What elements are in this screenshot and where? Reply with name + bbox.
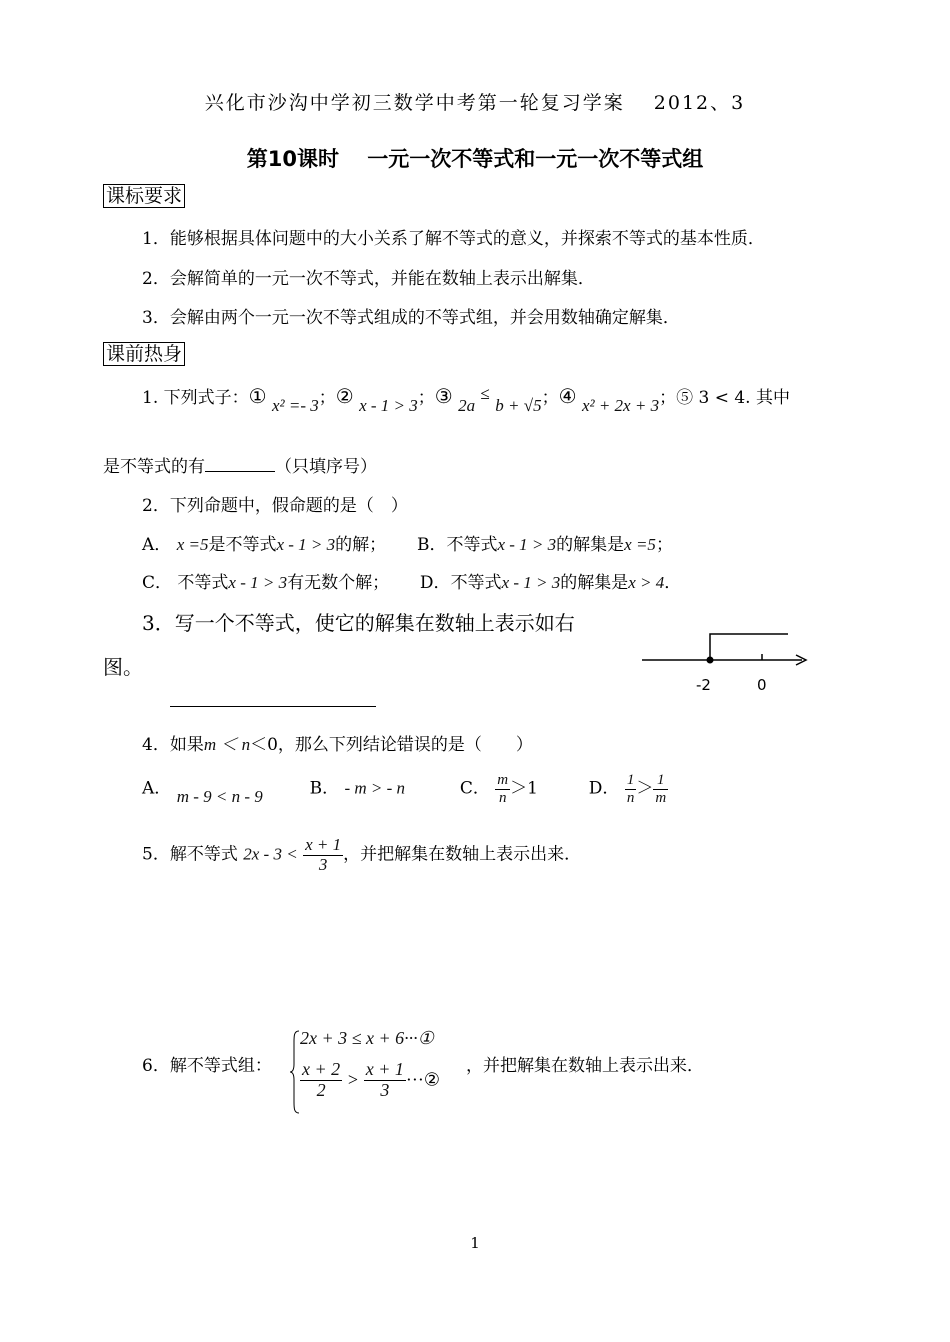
q4-option-c-label: C． [459, 778, 490, 799]
q6-fraction-2: $\frac{x + 1}{3}$ [365, 1059, 404, 1100]
q2-option-b-text2: 的解集是 [556, 535, 625, 555]
q6-inequality-2 [300, 1060, 440, 1101]
section-label-warmup: 课前热身 [103, 342, 185, 366]
section-label-curriculum: 课标要求 [103, 184, 185, 208]
q1-choice-4: ④ [558, 384, 577, 408]
q4-option-d-fraction-1: $\frac{1}{n}$ [626, 772, 635, 806]
q2-option-c-label: C． [142, 573, 173, 593]
q1-expr-4: x² + 2x + 3 [581, 396, 660, 415]
curriculum-item-3: 3．会解由两个一元一次不等式组成的不等式组，并会用数轴确定解集． [142, 308, 680, 328]
question-1-line-1 [142, 383, 790, 415]
q2-option-b-math: x - 1 > 3 [497, 535, 557, 554]
q4-option-b-label: B． [309, 778, 340, 799]
solution-bracket [710, 634, 788, 660]
q2-option-b-label: B． [416, 535, 447, 555]
number-line-figure [636, 626, 816, 696]
q1-sep-3: ； [541, 388, 559, 408]
lesson-title: 第10课时 一元一次不等式和一元一次不等式组 [246, 147, 704, 171]
q5-lhs: 2x - 3 < [243, 844, 298, 864]
q2-option-d-text2: 的解集是 [560, 573, 629, 593]
q1-sep-2: ； [417, 388, 435, 408]
q4-option-c-fraction: $\frac{m}{n}$ [497, 772, 509, 806]
q4-stem-math: m ＜ n [203, 735, 251, 754]
question-2-row-2 [142, 568, 681, 593]
tick-label-minus-two: -2 [696, 676, 711, 694]
question-4-stem [142, 730, 533, 755]
q1-expr-2: x - 1 > 3 [359, 396, 418, 415]
q2-option-a-text: 是不等式 [208, 535, 277, 555]
q1-expr-1: x² =- 3 [271, 396, 319, 415]
q4-option-b: - m > - n [344, 778, 406, 798]
q4-option-c-rest: ＞1 [510, 778, 538, 799]
q2-option-a-text2: 的解； [335, 535, 387, 555]
q1-tail: ；⑤ 3 < 4. 其中 [659, 388, 790, 408]
question-3-line-1: 3．写一个不等式，使它的解集在数轴上表示如右 [142, 611, 575, 635]
q1-choice-2: ② [335, 384, 354, 408]
tick-label-zero: 0 [757, 676, 767, 694]
q1-prefix: 1. 下列式子： [142, 388, 249, 408]
q2-option-d-math2: x > 4 [628, 573, 665, 592]
question-2-stem: 2．下列命题中，假命题的是（ ） [142, 496, 408, 516]
q2-option-a-label: A． [142, 535, 172, 555]
question-6-instruction: ，并把解集在数轴上表示出来． [466, 1056, 704, 1076]
q4-option-a: m - 9 < n - 9 [176, 786, 263, 806]
solid-point-marker [707, 657, 714, 664]
q2-option-c-text: 不等式 [177, 573, 229, 593]
q1-choice-3: ③ [434, 384, 453, 408]
q4-option-d-fraction-2: $\frac{1}{m}$ [655, 772, 667, 806]
q2-option-b-text3: ； [655, 535, 673, 555]
curriculum-item-1: 1．能够根据具体问题中的大小关系了解不等式的意义，并探索不等式的基本性质． [142, 229, 765, 249]
page-number: 1 [470, 1234, 480, 1252]
question-2-row-1 [142, 530, 673, 555]
q1-sep-1: ； [318, 388, 336, 408]
q2-option-c-math: x - 1 > 3 [228, 573, 288, 592]
question-3-line-2: 图。 [103, 655, 143, 679]
q2-option-d-math: x - 1 > 3 [501, 573, 561, 592]
system-brace [290, 1030, 300, 1114]
document-header: 兴化市沙沟中学初三数学中考第一轮复习学案 2012、3 [204, 92, 746, 114]
curriculum-item-2: 2．会解简单的一元一次不等式，并能在数轴上表示出解集． [142, 269, 595, 289]
question-1-line-2 [103, 452, 377, 477]
q2-option-b-math2: x =5 [624, 535, 656, 554]
q4-option-a-label: A． [142, 778, 172, 799]
q1-expr-3a: 2a [458, 396, 476, 415]
q1-expr-3b: b + √5 [495, 396, 542, 415]
q2-option-d-text: 不等式 [450, 573, 502, 593]
q1-line2-text: 是不等式的有 [103, 457, 205, 477]
q2-option-a-math: x =5 [176, 535, 209, 554]
q4-option-d-op: ＞ [636, 778, 654, 799]
q5-text-a: 5．解不等式 [142, 844, 238, 865]
q2-option-a-math2: x - 1 > 3 [276, 535, 336, 554]
question-6-label: 6．解不等式组： [142, 1056, 272, 1076]
q2-option-d-label: D． [419, 573, 451, 593]
q2-option-d-text3: ． [664, 573, 682, 593]
q1-answer-blank[interactable] [205, 457, 275, 472]
q1-choice-1: ① [248, 384, 267, 408]
q5-fraction: $\frac{x + 1}{3}$ [305, 835, 342, 874]
q5-text-b: ，并把解集在数轴上表示出来． [343, 844, 582, 865]
q3-answer-blank[interactable] [170, 706, 376, 707]
q6-op: > [347, 1069, 359, 1090]
q6-inequality-1: 2x + 3 ≤ x + 6···① [300, 1028, 434, 1048]
q2-option-c-text2: 有无数个解； [287, 573, 390, 593]
q4-stem-b: ＜0，那么下列结论错误的是（ ） [250, 735, 533, 755]
question-5 [142, 836, 581, 874]
question-4-options [142, 772, 668, 806]
q6-tail: ···② [405, 1069, 441, 1090]
q4-option-d-label: D． [588, 778, 620, 799]
q6-fraction-1: $\frac{x + 2}{2}$ [302, 1059, 341, 1100]
q4-stem-a: 4．如果 [142, 735, 204, 755]
q2-option-b-text: 不等式 [446, 535, 498, 555]
q1-line2-hint: （只填序号） [275, 457, 377, 477]
q1-expr-3-op: ≤ [480, 384, 490, 403]
